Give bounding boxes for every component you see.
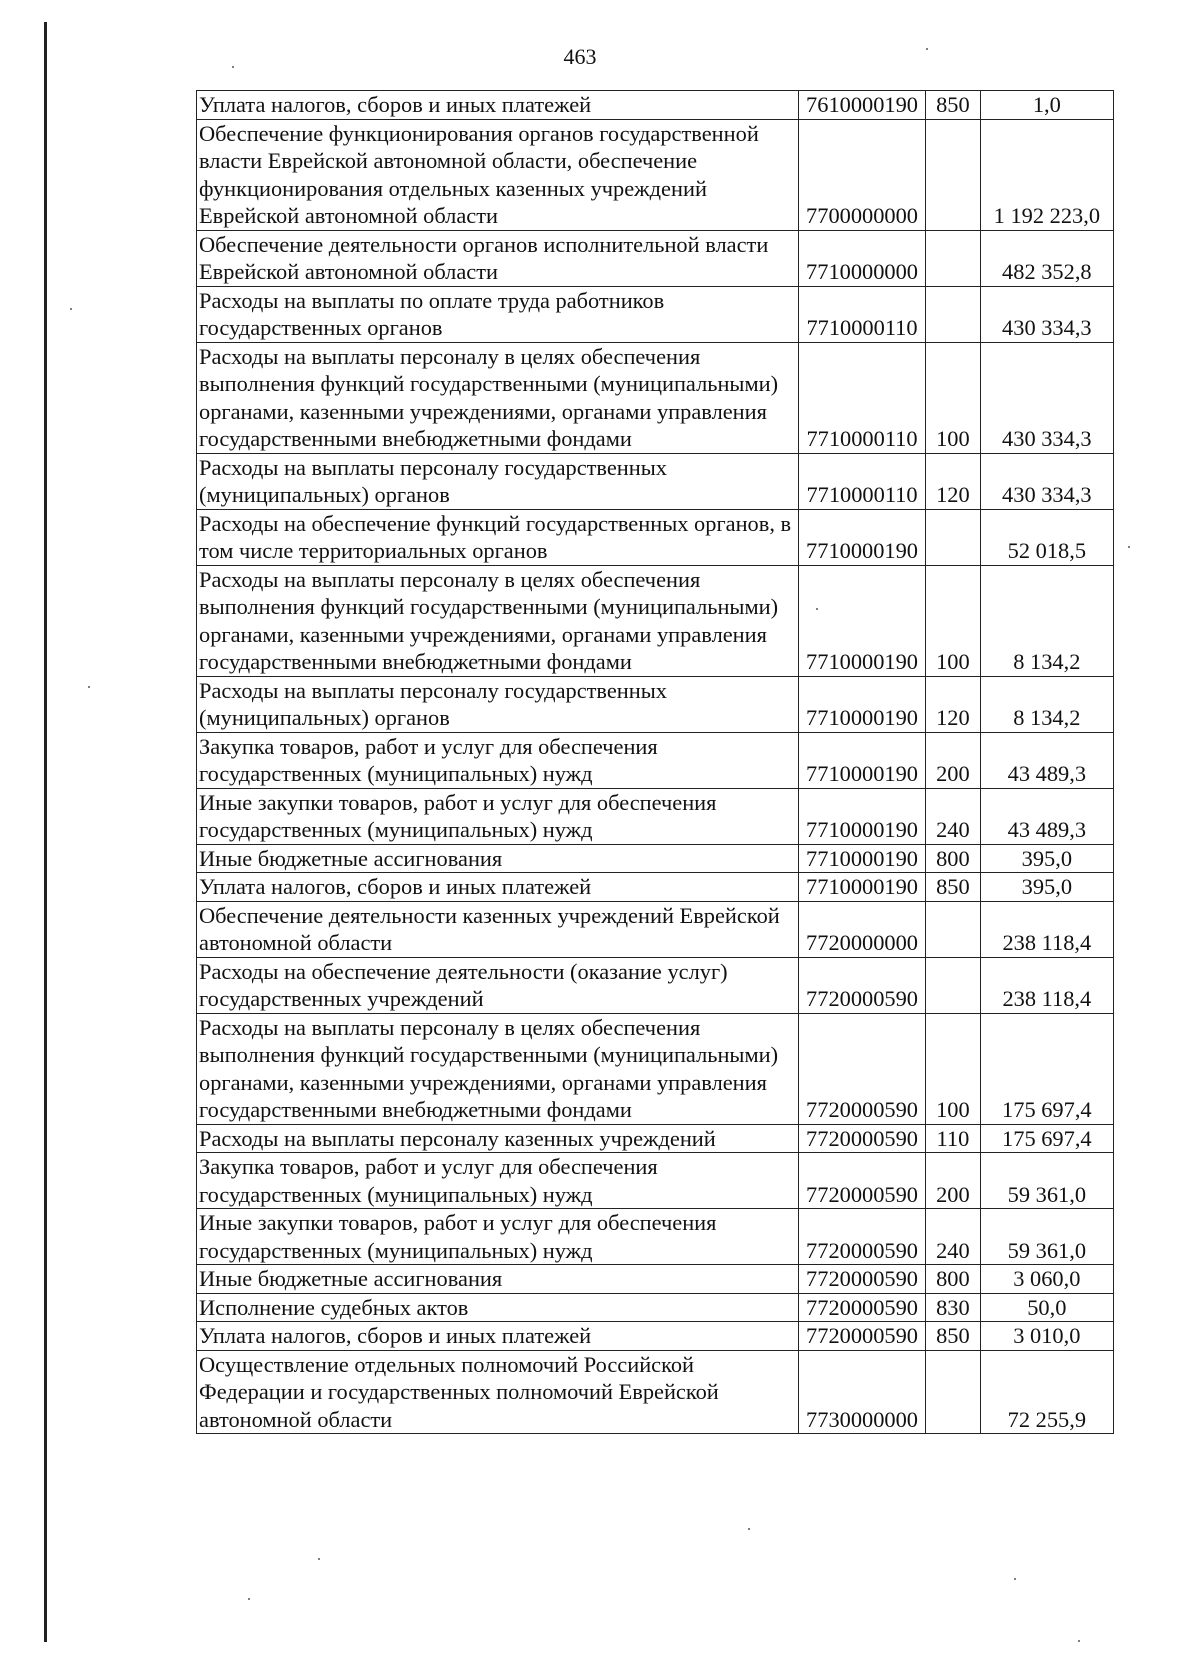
amount-cell: 430 334,3 bbox=[980, 342, 1113, 453]
expense-name-cell: Расходы на выплаты персоналу в целях обеспечения выполнения функций государственными (муниципальными) органами, казенными учреждениями, органами управления государственными внебюджетными фондами bbox=[197, 565, 799, 676]
table-row bbox=[197, 873, 1114, 902]
amount-cell: 395,0 bbox=[980, 873, 1113, 902]
target-article-code-cell: 7710000190 bbox=[798, 873, 925, 902]
amount-cell: 8 134,2 bbox=[980, 676, 1113, 732]
table-row bbox=[197, 342, 1114, 453]
expense-name-cell: Расходы на выплаты персоналу казенных учреждений bbox=[197, 1124, 799, 1153]
expense-type-code-cell: 850 bbox=[926, 1322, 981, 1351]
table-row bbox=[197, 957, 1114, 1013]
expense-type-code-cell: 240 bbox=[926, 1209, 981, 1265]
expense-name-cell: Уплата налогов, сборов и иных платежей bbox=[197, 873, 799, 902]
expense-type-code-cell: 850 bbox=[926, 91, 981, 120]
scan-speck bbox=[318, 1558, 320, 1560]
table-row bbox=[197, 1350, 1114, 1434]
amount-cell: 482 352,8 bbox=[980, 230, 1113, 286]
expense-type-code-cell: 200 bbox=[926, 1153, 981, 1209]
amount-cell: 175 697,4 bbox=[980, 1013, 1113, 1124]
expense-type-code-cell bbox=[926, 119, 981, 230]
target-article-code-cell: 7710000190 bbox=[798, 788, 925, 844]
target-article-code-cell: 7710000110 bbox=[798, 453, 925, 509]
target-article-code-cell: 7720000590 bbox=[798, 1209, 925, 1265]
expense-name-cell: Иные бюджетные ассигнования bbox=[197, 1265, 799, 1294]
target-article-code-cell: 7730000000 bbox=[798, 1350, 925, 1434]
table-row bbox=[197, 119, 1114, 230]
target-article-code-cell: 7700000000 bbox=[798, 119, 925, 230]
target-article-code-cell: 7710000190 bbox=[798, 732, 925, 788]
expense-type-code-cell: 110 bbox=[926, 1124, 981, 1153]
scan-speck bbox=[926, 48, 928, 50]
table-row bbox=[197, 565, 1114, 676]
expense-name-cell: Уплата налогов, сборов и иных платежей bbox=[197, 1322, 799, 1351]
expense-type-code-cell: 100 bbox=[926, 565, 981, 676]
amount-cell: 59 361,0 bbox=[980, 1209, 1113, 1265]
table-row bbox=[197, 1124, 1114, 1153]
amount-cell: 430 334,3 bbox=[980, 286, 1113, 342]
amount-cell: 43 489,3 bbox=[980, 732, 1113, 788]
scan-speck bbox=[1078, 1640, 1080, 1642]
table-row bbox=[197, 230, 1114, 286]
target-article-code-cell: 7720000590 bbox=[798, 1153, 925, 1209]
table-row bbox=[197, 901, 1114, 957]
target-article-code-cell: 7720000000 bbox=[798, 901, 925, 957]
expense-type-code-cell: 850 bbox=[926, 873, 981, 902]
table-row bbox=[197, 844, 1114, 873]
table-row bbox=[197, 1209, 1114, 1265]
amount-cell: 8 134,2 bbox=[980, 565, 1113, 676]
amount-cell: 238 118,4 bbox=[980, 957, 1113, 1013]
table-row bbox=[197, 286, 1114, 342]
expense-name-cell: Уплата налогов, сборов и иных платежей bbox=[197, 91, 799, 120]
expense-type-code-cell: 800 bbox=[926, 1265, 981, 1294]
amount-cell: 3 060,0 bbox=[980, 1265, 1113, 1294]
target-article-code-cell: 7610000190 bbox=[798, 91, 925, 120]
expense-name-cell: Обеспечение функционирования органов государственной власти Еврейской автономной области, обеспечение функционирования отдельных казенных учреждений Еврейской автономной области bbox=[197, 119, 799, 230]
expense-name-cell: Осуществление отдельных полномочий Российской Федерации и государственных полномочий Еврейской автономной области bbox=[197, 1350, 799, 1434]
expense-name-cell: Расходы на обеспечение функций государственных органов, в том числе территориальных органов bbox=[197, 509, 799, 565]
expense-type-code-cell bbox=[926, 286, 981, 342]
expense-type-code-cell bbox=[926, 1350, 981, 1434]
table-row bbox=[197, 1013, 1114, 1124]
scan-speck bbox=[816, 608, 818, 610]
expense-type-code-cell: 100 bbox=[926, 1013, 981, 1124]
target-article-code-cell: 7720000590 bbox=[798, 1124, 925, 1153]
amount-cell: 3 010,0 bbox=[980, 1322, 1113, 1351]
amount-cell: 395,0 bbox=[980, 844, 1113, 873]
scan-speck bbox=[70, 308, 72, 310]
scan-speck bbox=[1128, 546, 1130, 548]
table-row bbox=[197, 1322, 1114, 1351]
target-article-code-cell: 7720000590 bbox=[798, 1013, 925, 1124]
table-row bbox=[197, 453, 1114, 509]
target-article-code-cell: 7710000000 bbox=[798, 230, 925, 286]
expense-name-cell: Расходы на выплаты персоналу государственных (муниципальных) органов bbox=[197, 453, 799, 509]
table-body bbox=[197, 91, 1114, 1434]
target-article-code-cell: 7720000590 bbox=[798, 1293, 925, 1322]
page-number: 463 bbox=[563, 44, 597, 69]
budget-table bbox=[196, 90, 1114, 1434]
expense-name-cell: Иные закупки товаров, работ и услуг для обеспечения государственных (муниципальных) нужд bbox=[197, 788, 799, 844]
target-article-code-cell: 7710000190 bbox=[798, 565, 925, 676]
amount-cell: 430 334,3 bbox=[980, 453, 1113, 509]
expense-name-cell: Обеспечение деятельности органов исполнительной власти Еврейской автономной области bbox=[197, 230, 799, 286]
expense-name-cell: Исполнение судебных актов bbox=[197, 1293, 799, 1322]
expense-type-code-cell bbox=[926, 230, 981, 286]
target-article-code-cell: 7720000590 bbox=[798, 957, 925, 1013]
amount-cell: 43 489,3 bbox=[980, 788, 1113, 844]
amount-cell: 175 697,4 bbox=[980, 1124, 1113, 1153]
table-row bbox=[197, 676, 1114, 732]
table-row bbox=[197, 732, 1114, 788]
amount-cell: 72 255,9 bbox=[980, 1350, 1113, 1434]
amount-cell: 52 018,5 bbox=[980, 509, 1113, 565]
expense-type-code-cell bbox=[926, 957, 981, 1013]
scan-speck bbox=[88, 686, 90, 688]
expense-name-cell: Закупка товаров, работ и услуг для обеспечения государственных (муниципальных) нужд bbox=[197, 732, 799, 788]
amount-cell: 1,0 bbox=[980, 91, 1113, 120]
target-article-code-cell: 7710000190 bbox=[798, 676, 925, 732]
expense-name-cell: Расходы на выплаты персоналу в целях обеспечения выполнения функций государственными (муниципальными) органами, казенными учреждениями, органами управления государственными внебюджетными фондами bbox=[197, 1013, 799, 1124]
expense-type-code-cell bbox=[926, 509, 981, 565]
expense-type-code-cell: 120 bbox=[926, 453, 981, 509]
amount-cell: 50,0 bbox=[980, 1293, 1113, 1322]
expense-name-cell: Расходы на выплаты персоналу государственных (муниципальных) органов bbox=[197, 676, 799, 732]
scan-speck bbox=[1014, 1578, 1016, 1580]
expense-name-cell: Расходы на обеспечение деятельности (оказание услуг) государственных учреждений bbox=[197, 957, 799, 1013]
amount-cell: 1 192 223,0 bbox=[980, 119, 1113, 230]
table-row bbox=[197, 509, 1114, 565]
table-row bbox=[197, 1265, 1114, 1294]
target-article-code-cell: 7720000590 bbox=[798, 1322, 925, 1351]
expense-type-code-cell: 240 bbox=[926, 788, 981, 844]
target-article-code-cell: 7710000110 bbox=[798, 286, 925, 342]
expense-name-cell: Обеспечение деятельности казенных учреждений Еврейской автономной области bbox=[197, 901, 799, 957]
target-article-code-cell: 7710000110 bbox=[798, 342, 925, 453]
expense-name-cell: Расходы на выплаты персоналу в целях обеспечения выполнения функций государственными (муниципальными) органами, казенными учреждениями, органами управления государственными внебюджетными фондами bbox=[197, 342, 799, 453]
target-article-code-cell: 7710000190 bbox=[798, 509, 925, 565]
amount-cell: 59 361,0 bbox=[980, 1153, 1113, 1209]
expense-type-code-cell: 100 bbox=[926, 342, 981, 453]
expense-type-code-cell: 120 bbox=[926, 676, 981, 732]
scan-binding-edge bbox=[44, 22, 47, 1642]
scan-speck bbox=[248, 1598, 250, 1600]
table-row bbox=[197, 91, 1114, 120]
expense-name-cell: Расходы на выплаты по оплате труда работников государственных органов bbox=[197, 286, 799, 342]
scan-speck bbox=[748, 1528, 750, 1530]
amount-cell: 238 118,4 bbox=[980, 901, 1113, 957]
expense-type-code-cell: 200 bbox=[926, 732, 981, 788]
table-row bbox=[197, 1293, 1114, 1322]
target-article-code-cell: 7720000590 bbox=[798, 1265, 925, 1294]
expense-type-code-cell bbox=[926, 901, 981, 957]
expense-name-cell: Закупка товаров, работ и услуг для обеспечения государственных (муниципальных) нужд bbox=[197, 1153, 799, 1209]
expense-name-cell: Иные бюджетные ассигнования bbox=[197, 844, 799, 873]
expense-type-code-cell: 830 bbox=[926, 1293, 981, 1322]
expense-name-cell: Иные закупки товаров, работ и услуг для обеспечения государственных (муниципальных) нужд bbox=[197, 1209, 799, 1265]
expense-type-code-cell: 800 bbox=[926, 844, 981, 873]
target-article-code-cell: 7710000190 bbox=[798, 844, 925, 873]
table-row bbox=[197, 788, 1114, 844]
scan-speck bbox=[232, 66, 234, 68]
table-row bbox=[197, 1153, 1114, 1209]
